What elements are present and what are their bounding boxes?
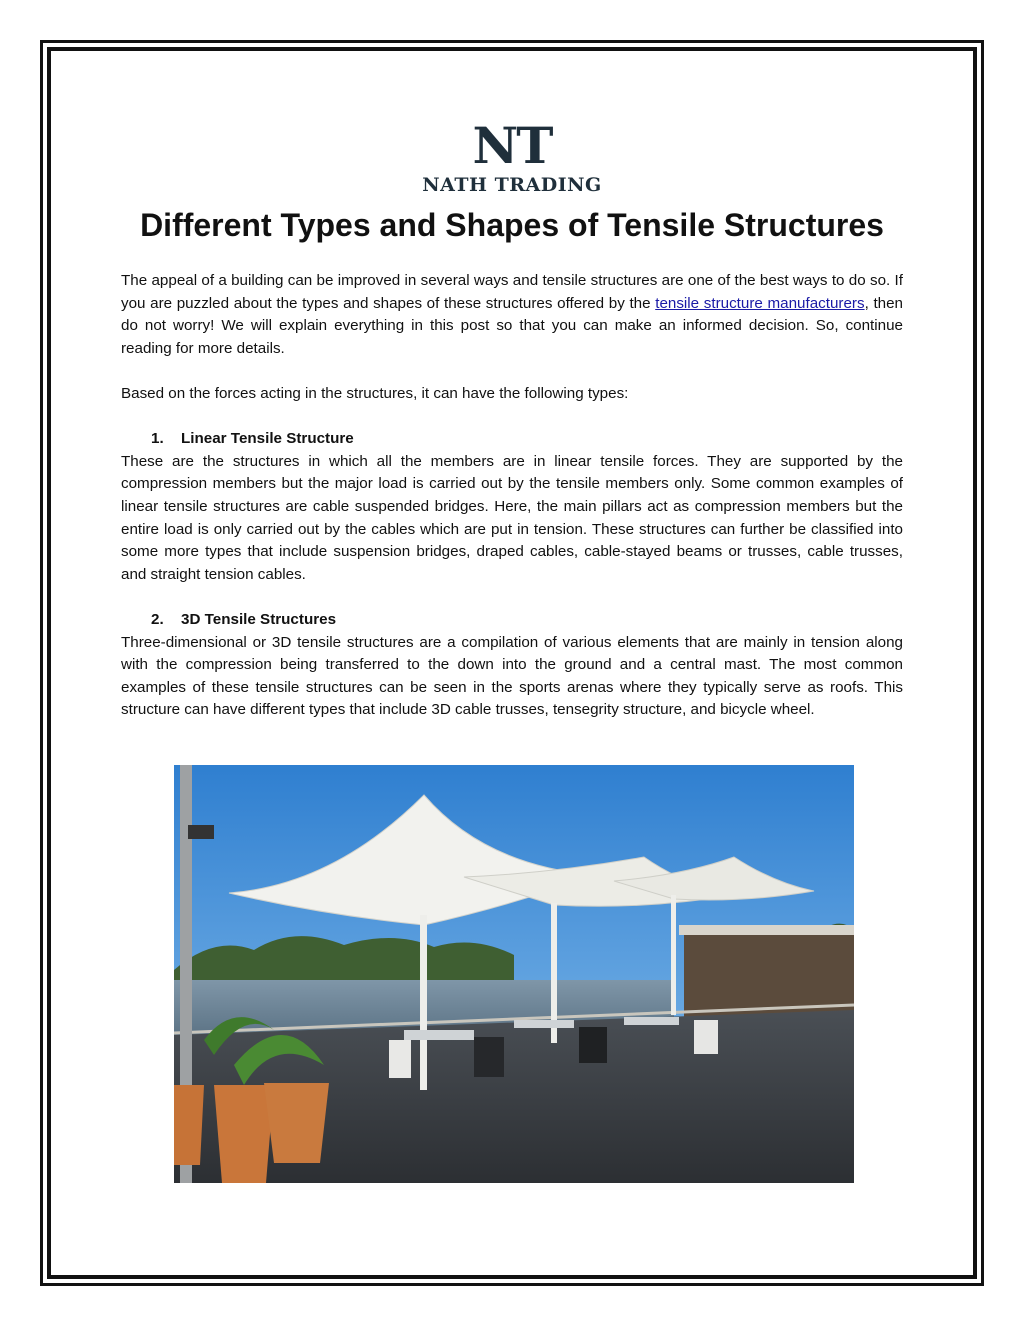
section-body-linear: These are the structures in which all the members are in linear tensile forces. They are supported by the compression members but the major load is carried out by the tensile members only. Some common examples of linear tensile structures are cable suspended bridges. Here, the main pillars act as compression members but the entire load is only carried out by the cables which are put in tension. These structures can further be classified into some more types that include suspension bridges, draped cables, cable-stayed beams or trusses, cable trusses, and straight tension cables. — [121, 452, 903, 583]
chair — [694, 1020, 718, 1054]
intro-text-before: The appeal of a building can be improved in several ways and tensile structures are one of the best ways to do so. If you are puzzled about the types and shapes of these structures offered by the — [121, 272, 903, 312]
section-heading-3d — [121, 609, 903, 632]
intro-text-after: , then do not worry! We will explain everything in this post so that you can make an informed decision. So, continue reading for more details. — [121, 294, 904, 357]
tensile-canopy-photo — [174, 765, 854, 1183]
photo-illustration — [174, 765, 854, 1183]
table — [514, 1020, 574, 1028]
article-body — [121, 270, 903, 722]
section-heading-text: 3D Tensile Structures — [181, 610, 337, 628]
plant-pot — [264, 1083, 329, 1163]
types-intro: Based on the forces acting in the structures, it can have the following types: — [121, 384, 629, 402]
camera-mount — [188, 825, 214, 839]
table — [404, 1030, 474, 1040]
plant-pot — [214, 1085, 274, 1183]
logo-mark: NT — [472, 116, 552, 175]
plant-pot — [174, 1085, 204, 1165]
canopy-post — [420, 915, 427, 1090]
section-number: 1. — [151, 430, 164, 448]
table — [624, 1017, 679, 1025]
chair — [389, 1040, 411, 1078]
page-title: Different Types and Shapes of Tensile Structures — [140, 207, 884, 243]
nath-trading-logo — [412, 118, 612, 202]
section-heading-text: Linear Tensile Structure — [181, 430, 354, 448]
intro-paragraph — [121, 270, 903, 360]
chair — [474, 1037, 504, 1077]
building-roof — [679, 925, 854, 935]
section-body-3d: Three-dimensional or 3D tensile structures are a compilation of various elements that are mainly in tension along with the compression being transferred to the down into the ground and a central mast. The most common examples of these tensile structures can be seen in the sports arenas where they typically serve as roofs. This structure can have different types that include 3D cable trusses, tensegrity structure, and bicycle wheel. — [121, 633, 903, 719]
logo-name: NATH TRADING — [422, 174, 602, 196]
section-heading-linear — [121, 428, 903, 451]
canopy-post — [671, 895, 676, 1015]
section-number: 2. — [151, 610, 164, 628]
chair — [579, 1027, 607, 1063]
manufacturers-link[interactable]: tensile structure manufacturers — [655, 294, 865, 312]
